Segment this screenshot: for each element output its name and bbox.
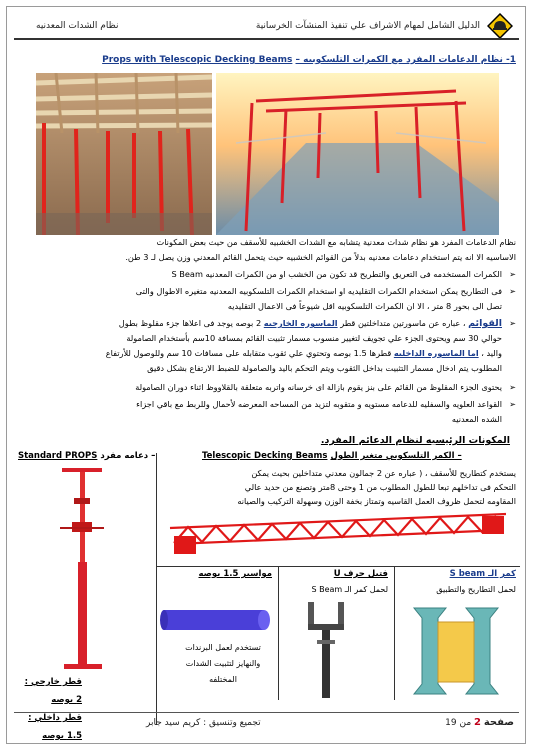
formwork-photo-left <box>36 73 212 235</box>
bullet-list <box>34 267 516 427</box>
column-divider <box>156 453 157 725</box>
components-divider-1 <box>278 566 279 700</box>
outer-diameter-caption: قطر خارجي : 2 بوصه <box>24 677 82 705</box>
components-box-top <box>156 566 520 567</box>
telescopic-description: يستخدم كتطاريح للأسقف ، ( عباره عن 2 جمالون معدني متداخلين بحيث يمكن التحكم فى تداخلهم تبعا للطول المطلوب من 1 وحتى 8متر وتصنع من حديد عالي المقاومه لتحمل ظروف العمل القاسيه وتمتاز بخفة الوزن وسهولة التركيب والصيانه <box>237 468 516 506</box>
footer-credit: تجميع وتنسيق : كريم سيد جابر <box>146 718 261 728</box>
standard-prop-illustration <box>40 468 130 670</box>
bullet-arrow-icon: ➢ <box>509 269 516 279</box>
bullet-arrow-icon: ➢ <box>509 382 516 392</box>
footer-page-number: صفحة 2 من 19 <box>445 717 514 728</box>
bullet-item-4: ➢ يحتوى الجزء المقلوظ من القائم على بنز يقوم بازالة اى خرسانه واتربه متعلقة بالقلاووظ اثناء دوران الصامولة <box>34 380 516 395</box>
sbeam-title: كمر الـ S beam <box>449 569 516 579</box>
pipes-description: تستخدم لعمل البرندات والنهايز لتثبيت الشدات المختلفه <box>185 643 261 684</box>
ufork-illustration <box>300 596 360 700</box>
footer-rule <box>14 712 519 713</box>
section-heading-en: Props with Telescopic Decking Beams <box>102 55 293 65</box>
header-left-title: نظام الشدات المعدنيه <box>36 21 119 31</box>
sbeam-illustration <box>408 604 504 698</box>
inner-diameter-caption: قطر داخلي : 1.5 بوصه <box>28 713 82 741</box>
ufork-title: فتيل حرف U <box>333 569 388 579</box>
section-heading-ar: 1- نظام الدعامات المفرد مع الكمرات التلسكوبيه – <box>295 55 516 65</box>
bullet-item-1: ➢ الكمرات المستخدمه فى التعريق والتطريح قد تكون من الخشب او من الكمرات المعدنيه S Beam <box>34 267 516 282</box>
header-rule <box>14 38 519 40</box>
telescopic-title <box>202 451 498 461</box>
telescopic-beams-photo <box>216 73 499 235</box>
bullet-item-5: ➢ القواعد العلويه والسفليه للدعامه مستويه و متقوبه لتزيد من المساحه المعرضه لأحمال وللربط مع باقي اجزاء الشده المعدنيه <box>136 399 516 424</box>
telescopic-title-ar: الكمر التلسكوبي متغير الطول – <box>330 451 462 461</box>
intro-line-1: نظام الدعامات المفرد هو نظام شدات معدنية يتشابه مع الشدات الخشبيه للأسقف من حيث بعض المكونات <box>156 237 516 247</box>
bullet-arrow-icon: ➢ <box>509 318 516 328</box>
components-heading: المكونات الرئيسيه لنظام الدعائم المفرد. <box>320 435 510 446</box>
bullet-item-2: ➢ فى التطاريح يمكن استخدام الكمرات التقليديه او استخدام الكمرات التلسكوبيه المعدنيه متغيره الاطوال والتى تصل الى بحور 8 متر ، الا ان الكمرات التلسكوبيه اقل شيوعاً فى الاعمال التقليديه <box>135 286 516 311</box>
pipe-illustration <box>160 604 272 636</box>
standard-props-title <box>18 451 156 461</box>
bullet-arrow-icon: ➢ <box>509 286 516 296</box>
ufork-description: لحمل كمر الـ S Beam <box>311 585 388 594</box>
hard-hat-warning-icon <box>487 13 513 39</box>
telescopic-beam-illustration <box>164 508 512 564</box>
bullet-item-3: ➢ القوائم ، عباره عن ماسورتين متداخلتين قطر الماسوره الخارجيه 2 بوصه يوجد فى اعلاها جزء مقلوظ بطول حوالي 30 سم ويحتوى الجزء علي تجويف لتغيير منسوب مسمار تثبيت القائم بمسافة 10سم بأستخدام الصامولة واليد ، اما الماسوره الداخليه قطرها 1.5 بوصه وتحتوي علي ثقوب متقابله على مسافات 10 سم وللوصول للأرتفاع المطلوب يتم ادخال مسمار التثبيت بداخل الثقوب ويتم التحكم باليد والصامولة للضبط الارتفاع بشكل دقيق <box>105 318 516 373</box>
standard-props-title-ar: دعامه مفرد – <box>100 451 156 461</box>
pipes-title: مواسير 1.5 بوصه <box>198 569 272 579</box>
intro-line-2: الاساسيه الا انه يتم استخدام دعامات معدنيه بدلاً من القوائم الخشبيه حيث يتحمل القائم المعدني وزن يصل لـ 3 طن. <box>125 252 516 262</box>
section-heading <box>70 55 516 65</box>
header-right-title: الدليل الشامل لمهام الاشراف علي تنفيذ المنشآت الخرسانية <box>255 21 480 31</box>
bullet-arrow-icon: ➢ <box>509 399 516 409</box>
telescopic-title-en: Telescopic Decking Beams <box>202 451 328 461</box>
intro-paragraph <box>18 235 516 265</box>
components-divider-2 <box>394 566 395 700</box>
sbeam-description: لحمل التطاريح والتطبيق <box>436 585 516 594</box>
standard-props-title-en: Standard PROPS <box>18 451 98 461</box>
standard-props-captions <box>18 673 82 745</box>
